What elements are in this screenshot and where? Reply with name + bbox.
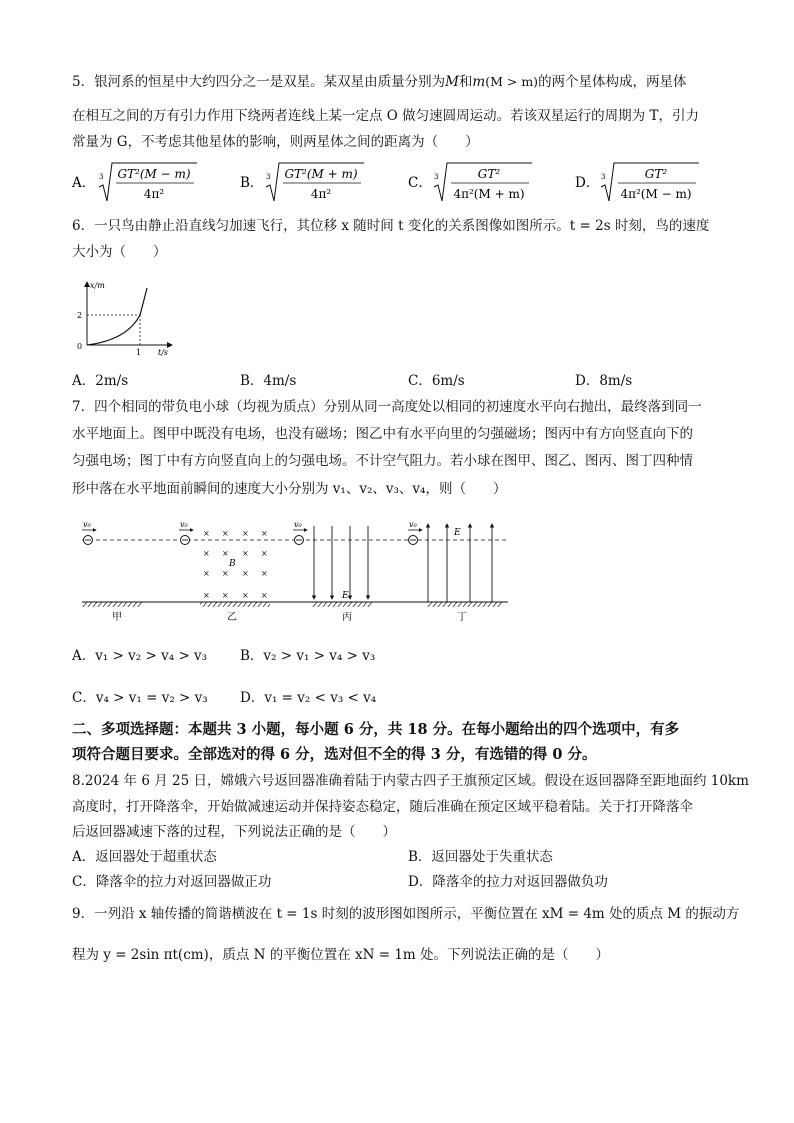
q6-option-a[interactable]: A．2m/s (72, 373, 129, 389)
q7-figure (72, 512, 512, 631)
e-field-label-bing: E (342, 591, 349, 601)
q5-option-a[interactable] (72, 157, 222, 211)
denominator: 4π² (143, 187, 165, 201)
q8-option-d[interactable]: D．降落伞的拉力对返回器做负功 (408, 874, 608, 890)
y-tick-label: 2 (77, 311, 83, 320)
q7-line-3: 匀强电场；图丁中有方向竖直向上的匀强电场。不计空气阻力。若小球在图甲、图乙、图丙、图丁四种情 (72, 453, 693, 469)
svg-text:×: × (242, 569, 249, 578)
q5-var-m: m (472, 74, 486, 90)
q8-option-b[interactable]: B．返回器处于失重状态 (408, 849, 553, 865)
root-index: 3 (99, 173, 104, 181)
section2-heading-line-2: 项符合题目要求。全部选对的得 6 分，选对但不全的得 3 分，有选错的得 0 分。 (72, 746, 597, 763)
q6-line-2: 大小为（ ） (72, 244, 167, 260)
q6-option-c[interactable]: C．6m/s (408, 373, 465, 389)
ground-hatch-ding (427, 602, 502, 607)
ground-hatch-jia (82, 602, 142, 607)
e-field-label-ding: E (454, 528, 461, 538)
q8-line-3: 后返回器减速下落的过程，下列说法正确的是（ ） (72, 824, 396, 840)
b-field-label: B (229, 559, 236, 569)
numerator: GT²(M + m) (284, 167, 358, 181)
v0-label-ding: v₀ (409, 520, 417, 529)
q6-option-b[interactable]: B．4m/s (240, 373, 297, 389)
panel-label-jia: 甲 (112, 612, 122, 623)
section2-heading-line-1: 二、多项选择题：本题共 3 小题，每小题 6 分，共 18 分。在每小题给出的四个选项中，有多 (72, 721, 680, 738)
q9-line-2: 程为 y = 2sin πt(cm)，质点 N 的平衡位置在 xN = 1m 处。下列说法正确的是（ ） (72, 947, 610, 963)
panel-label-ding: 丁 (457, 612, 467, 623)
svg-text:×: × (261, 591, 268, 600)
numerator: GT² (644, 167, 668, 181)
q7-option-b[interactable]: B．v₂ > v₁ > v₄ > v₃ (240, 648, 376, 664)
q5-option-b[interactable] (240, 157, 390, 211)
ground-hatch-bing (312, 602, 372, 607)
q5-text-he: 和 (458, 74, 473, 90)
svg-text:×: × (222, 591, 229, 600)
xt-curve (87, 288, 147, 345)
panel-label-yi: 乙 (227, 612, 237, 623)
q5-var-M: M (445, 74, 459, 90)
q5-option-c[interactable] (408, 157, 558, 211)
numerator: GT²(M − m) (117, 167, 191, 181)
q5-option-d[interactable] (575, 157, 725, 211)
q5-text-1: 5．银河系的恒星中大约四分之一是双星。某双星由质量分别为 (72, 74, 446, 90)
q5-line-1 (72, 73, 687, 91)
svg-text:×: × (203, 591, 210, 600)
root-index: 3 (601, 173, 606, 181)
svg-text:×: × (261, 529, 268, 538)
option-letter: A． (72, 175, 96, 191)
q8-option-c[interactable]: C．降落伞的拉力对返回器做正功 (72, 874, 272, 890)
q8-option-a[interactable]: A．返回器处于超重状态 (72, 849, 217, 865)
q8-line-1: 8.2024 年 6 月 25 日，嫦娥六号返回器准确着陆于内蒙古四子王旗预定区域。假设在返回器降至距地面约 10km (72, 773, 749, 789)
q7-line-4: 形中落在水平地面前瞬间的速度大小分别为 v₁、v₂、v₃、v₄，则（ ） (72, 481, 507, 497)
panel-label-bing: 丙 (342, 612, 352, 623)
q7-line-1: 7．四个相同的带负电小球（均视为质点）分别从同一高度处以相同的初速度水平向右抛出，最终落到同一 (72, 399, 702, 415)
root-index: 3 (266, 173, 271, 181)
denominator: 4π²(M − m) (620, 187, 692, 201)
q6-option-d[interactable]: D．8m/s (575, 373, 633, 389)
svg-text:×: × (203, 569, 210, 578)
v0-label-bing: v₀ (294, 520, 302, 529)
origin-label: 0 (77, 342, 83, 351)
svg-text:×: × (222, 549, 229, 558)
q5-condition: (M > m) (485, 74, 539, 89)
numerator: GT² (477, 167, 501, 181)
svg-text:×: × (261, 569, 268, 578)
v0-label-yi: v₀ (180, 520, 188, 529)
svg-text:×: × (222, 569, 229, 578)
q8-line-2: 高度时，打开降落伞，开始做减速运动并保持姿态稳定，随后准确在预定区域平稳着陆。关于打开降落伞 (72, 799, 693, 815)
q5-text-end: 的两个星体构成，两星体 (538, 74, 687, 90)
q5-line-2: 在相互之间的万有引力作用下绕两者连线上某一定点 O 做匀速圆周运动。若该双星运行的周期为 T，引力 (72, 108, 699, 124)
q7-option-a[interactable]: A．v₁ > v₂ > v₄ > v₃ (72, 648, 208, 664)
q5-line-3: 常量为 G，不考虑其他星体的影响，则两星体之间的距离为（ ） (72, 134, 479, 150)
denominator: 4π²(M + m) (453, 187, 525, 201)
option-letter: C． (408, 175, 432, 191)
denominator: 4π² (310, 187, 332, 201)
x-tick-label: 1 (136, 348, 142, 357)
svg-text:×: × (242, 549, 249, 558)
q6-xt-graph (72, 278, 182, 364)
svg-text:×: × (242, 529, 249, 538)
q7-line-2: 水平地面上。图甲中既没有电场，也没有磁场；图乙中有水平向里的匀强磁场；图丙中有方向竖直向下的 (72, 426, 693, 442)
option-letter: B． (240, 175, 264, 191)
q7-option-d[interactable]: D．v₁ = v₂ < v₃ < v₄ (240, 690, 377, 706)
downward-field-lines (314, 526, 368, 599)
x-axis-label: t/s (158, 348, 169, 357)
y-axis-label: x/m (90, 281, 105, 290)
svg-text:×: × (203, 529, 210, 538)
root-index: 3 (434, 173, 439, 181)
svg-text:×: × (242, 591, 249, 600)
svg-text:×: × (222, 529, 229, 538)
q7-option-c[interactable]: C．v₄ > v₁ = v₂ > v₃ (72, 690, 208, 706)
q6-line-1: 6．一只鸟由静止沿直线匀加速飞行，其位移 x 随时间 t 变化的关系图像如图所示。t = 2s 时刻，鸟的速度 (72, 218, 710, 234)
ground-hatch-yi (200, 602, 270, 607)
v0-label-jia: v₀ (83, 520, 91, 529)
q9-line-1: 9．一列沿 x 轴传播的简谐横波在 t = 1s 时刻的波形图如图所示，平衡位置在 xM = 4m 处的质点 M 的振动方 (72, 906, 740, 922)
svg-text:×: × (261, 549, 268, 558)
svg-text:×: × (203, 549, 210, 558)
option-letter: D． (575, 175, 600, 191)
